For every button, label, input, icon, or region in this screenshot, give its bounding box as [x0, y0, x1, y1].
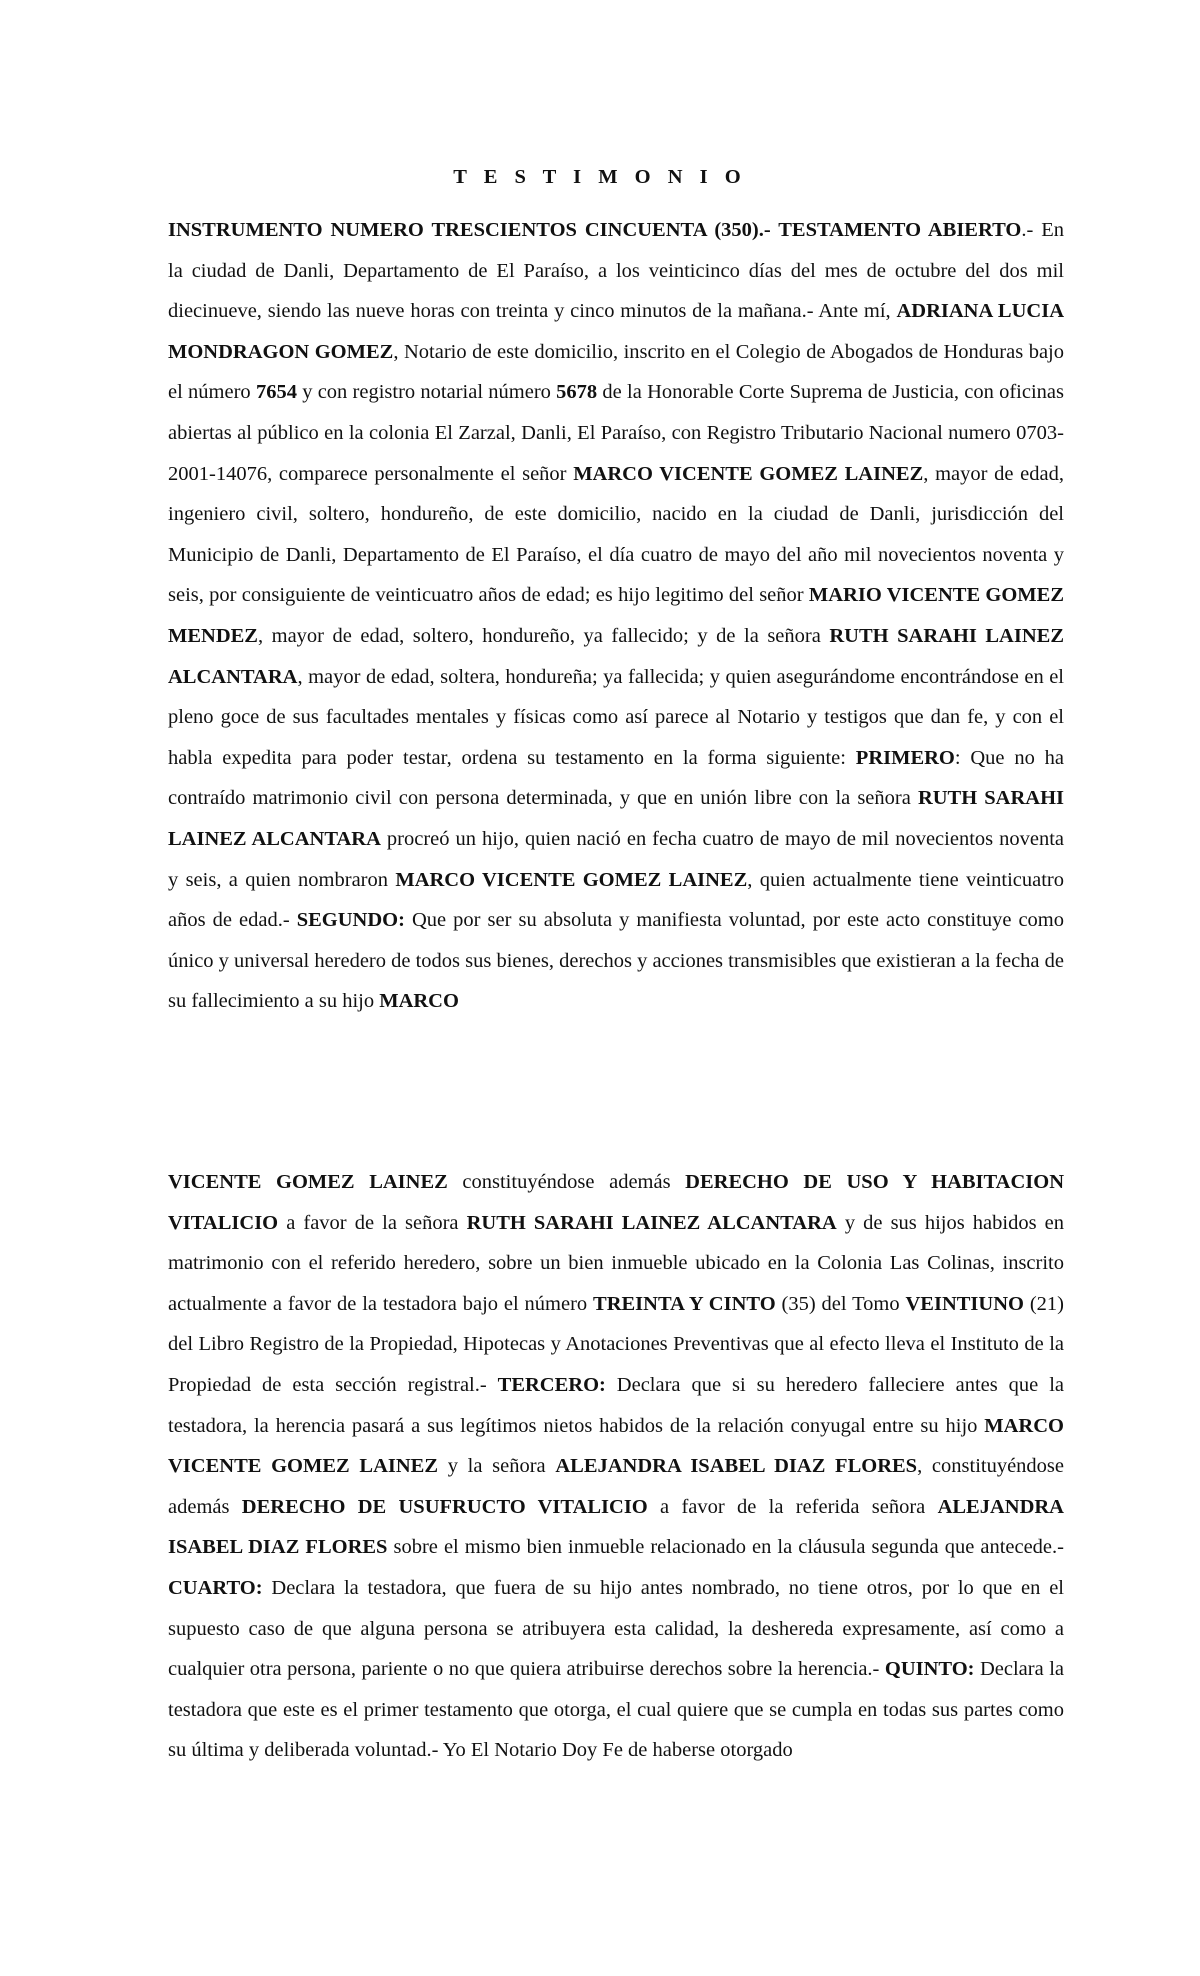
text-segment: , Notario de este domicilio, inscrito en el Colegio de Abogados de Honduras bajo el número: [168, 340, 1065, 404]
text-segment: .- En la ciudad de Danli, Departamento de El Paraíso, a los veinticinco días del mes de octubre del dos mil diecinueve, siendo las nueve horas con treinta y cinco minutos de la mañana.- Ante mí,: [168, 219, 1064, 323]
text-segment: Que por ser su absoluta y manifiesta voluntad, por este acto constituye como único y universal heredero de todos sus bienes, derechos y acciones transmisibles que existieran a la fecha de su fallecimiento a su hijo: [168, 909, 1065, 1013]
document-title: T E S T I M O N I O: [453, 166, 747, 188]
paragraph-1: [168, 210, 1064, 1022]
bold-text-segment: MARCO VICENTE GOMEZ LAINEZ: [168, 1414, 1064, 1478]
bold-text-segment: 5678: [556, 381, 598, 404]
bold-text-segment: TREINTA Y CINTO: [593, 1292, 776, 1315]
bold-text-segment: TERCERO:: [497, 1373, 606, 1396]
text-segment: , quien actualmente tiene veinticuatro años de edad.-: [168, 868, 1064, 932]
bold-text-segment: SEGUNDO:: [296, 909, 405, 932]
bold-text-segment: 7654: [255, 381, 297, 404]
bold-text-segment: RUTH SARAHI LAINEZ ALCANTARA: [168, 787, 1064, 850]
text-segment: , constituyéndose además: [168, 1455, 1065, 1518]
bold-text-segment: DERECHO DE USUFRUCTO VITALICIO: [241, 1495, 648, 1518]
text-segment: , mayor de edad, soltero, hondureño, ya fallecido; y de la señora: [257, 624, 830, 647]
bold-text-segment: ALEJANDRA ISABEL DIAZ FLORES: [555, 1455, 918, 1478]
bold-text-segment: QUINTO:: [884, 1658, 975, 1681]
text-segment: a favor de la referida señora: [647, 1495, 938, 1518]
bold-text-segment: PRIMERO: [855, 746, 955, 769]
text-segment: Declara la testadora, que fuera de su hijo antes nombrado, no tiene otros, por lo que en el supuesto caso de que alguna persona se atribuyera esta calidad, la deshereda expresamente, así como a cualquier otra persona, pariente o no que quiera atribuirse derechos sobre la herencia.-: [168, 1576, 1064, 1681]
bold-text-segment: MARIO VICENTE GOMEZ MENDEZ: [168, 584, 1064, 647]
bold-text-segment: DERECHO DE USO Y HABITACION VITALICIO: [168, 1171, 1065, 1234]
bold-text-segment: MARCO VICENTE GOMEZ LAINEZ: [395, 868, 748, 891]
text-segment: y la señora: [438, 1455, 556, 1478]
bold-text-segment: VEINTIUNO: [905, 1292, 1024, 1315]
text-segment: sobre el mismo bien inmueble relacionado en la cláusula segunda que antecede.-: [387, 1536, 1064, 1559]
text-segment: y con registro notarial número: [296, 381, 557, 404]
text-segment: (35) del Tomo: [775, 1292, 906, 1315]
text-segment: y de sus hijos habidos en matrimonio con el referido heredero, sobre un bien inmueble ubicado en la Colonia Las Colinas, inscrito actualmente a favor de la testadora bajo el número: [168, 1211, 1064, 1315]
bold-text-segment: ADRIANA LUCIA MONDRAGON GOMEZ: [168, 300, 1065, 363]
bold-text-segment: MARCO VICENTE GOMEZ LAINEZ: [573, 462, 924, 485]
bold-text-segment: RUTH SARAHI LAINEZ ALCANTARA: [466, 1211, 837, 1234]
text-segment: , mayor de edad, ingeniero civil, soltero, hondureño, de este domicilio, nacido en la ciudad de Danli, jurisdicción del Municipio de Danli, Departamento de El Paraíso, el día cuatro de mayo del año mil novecientos noventa y seis, por consiguiente de veinticuatro años de edad; es hijo legitimo del señor: [168, 462, 1065, 607]
text-segment: Declara que si su heredero falleciere antes que la testadora, la herencia pasará a sus legítimos nietos habidos de la relación conyugal entre su hijo: [168, 1373, 1064, 1437]
text-segment: : Que no ha contraído matrimonio civil con persona determinada, y que en unión libre con la señora: [168, 746, 1064, 810]
bold-text-segment: MARCO: [379, 990, 459, 1013]
bold-text-segment: ALEJANDRA ISABEL DIAZ FLORES: [168, 1495, 1064, 1559]
text-segment: procreó un hijo, quien nació en fecha cuatro de mayo de mil novecientos noventa y seis, a quien nombraron: [168, 827, 1065, 891]
text-segment: Declara la testadora que este es el primer testamento que otorga, el cual quiere que se cumpla en todas sus partes como su última y deliberada voluntad.- Yo El Notario Doy Fe de haberse otorgado: [168, 1658, 1064, 1762]
bold-text-segment: RUTH SARAHI LAINEZ ALCANTARA: [168, 624, 1064, 688]
text-segment: constituyéndose además: [447, 1171, 686, 1193]
text-segment: a favor de la señora: [278, 1211, 467, 1234]
text-segment: (21) del Libro Registro de la Propiedad, Hipotecas y Anotaciones Preventivas que al efecto lleva el Instituto de la Propiedad de esta sección registral.-: [168, 1292, 1064, 1396]
paragraph-2: [168, 1162, 1064, 1771]
text-segment: , mayor de edad, soltera, hondureña; ya fallecida; y quien asegurándome encontrándose en el pleno goce de sus facultades mentales y físicas como así parece al Notario y testigos que dan fe, y con el habla expedita para poder testar, ordena su testamento en la forma siguiente:: [168, 665, 1064, 769]
text-segment: de la Honorable Corte Suprema de Justicia, con oficinas abiertas al público en la colonia El Zarzal, Danli, El Paraíso, con Registro Tributario Nacional numero 0703-2001-14076, comparece personalmente el señor: [168, 381, 1065, 485]
bold-text-segment: INSTRUMENTO NUMERO TRESCIENTOS CINCUENTA (350).- TESTAMENTO ABIERTO: [168, 219, 1022, 241]
bold-text-segment: VICENTE GOMEZ LAINEZ: [168, 1171, 448, 1193]
bold-text-segment: CUARTO:: [168, 1576, 263, 1599]
